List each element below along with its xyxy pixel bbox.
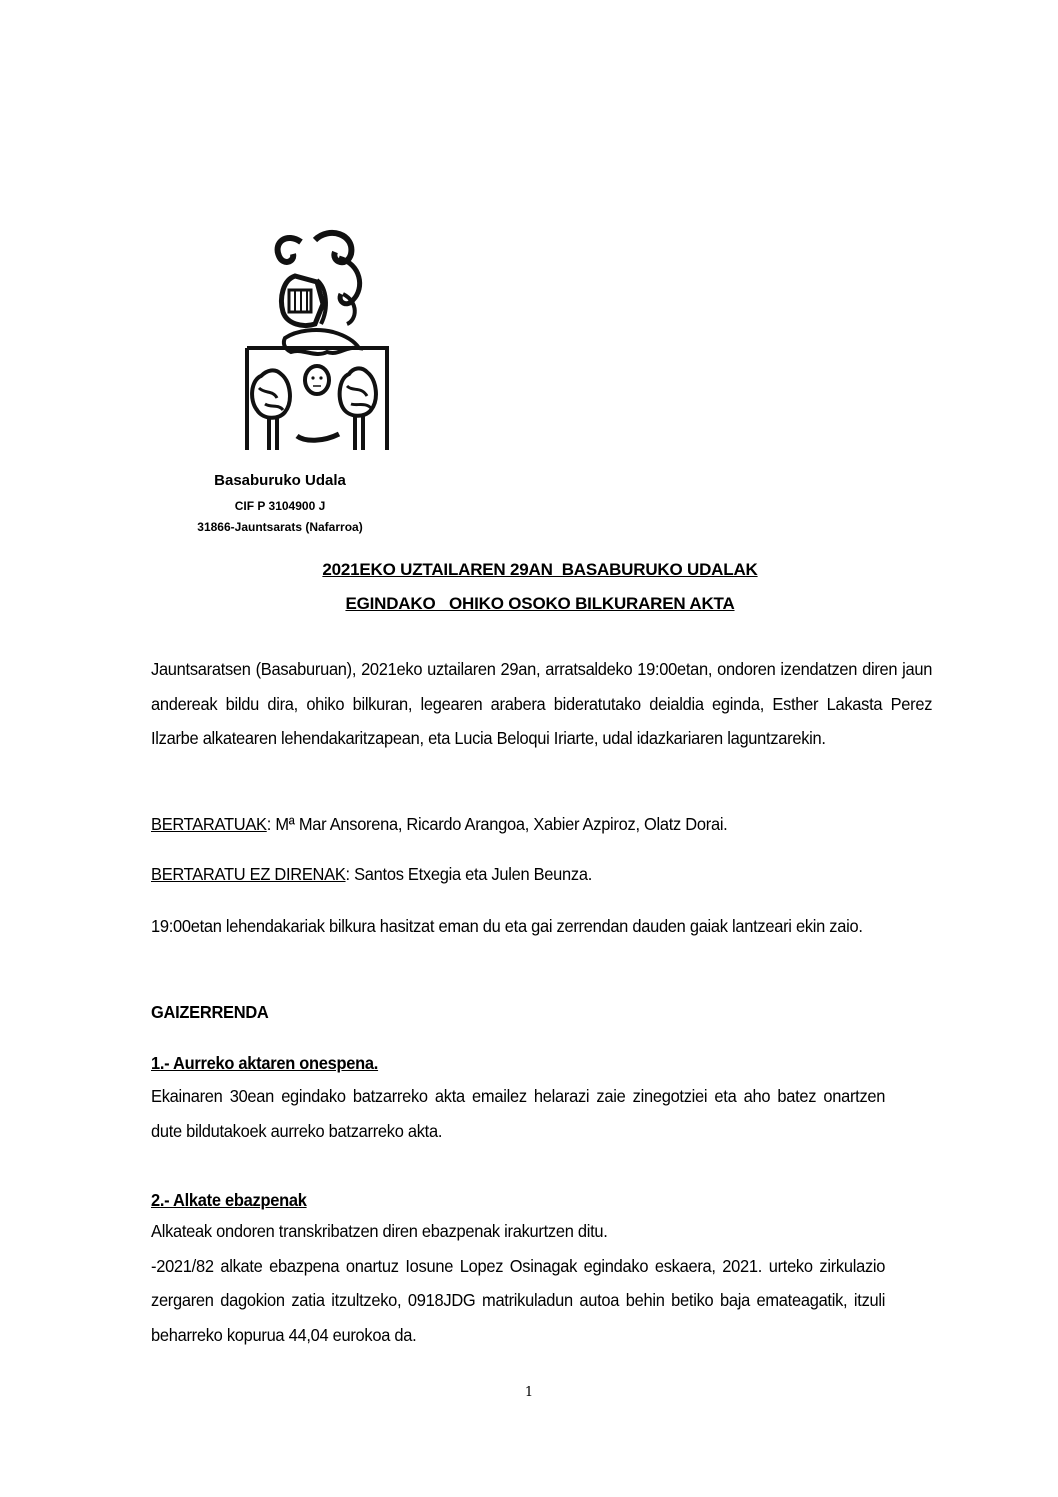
organization-name: Basaburuko Udala	[214, 472, 346, 489]
agenda-item-2-resolution: -2021/82 alkate ebazpena onartuz Iosune Lopez Osinagak egindako eskaera, 2021. urteko zirkulazio zergaren dagokion zatia itzultzeko, 0918JDG matrikuladun autoa behin betiko baja emateagatik, itzuli beharreko kopurua 44,04 eurokoa da.	[151, 1255, 886, 1345]
attendees-line	[151, 807, 932, 842]
opening-paragraph: 19:00etan lehendakariak bilkura hasitzat eman du eta gai zerrendan dauden gaiak lantzeari ekin zaio.	[151, 916, 863, 936]
document-title-line-1: 2021EKO UZTAILAREN 29AN BASABURUKO UDALAK	[322, 560, 758, 579]
attendees-label: BERTARATUAK	[151, 814, 267, 834]
agenda-item-2-paragraph: Alkateak ondoren transkribatzen diren ebazpenak irakurtzen ditu.	[151, 1221, 608, 1241]
agenda-item-1-paragraph: Ekainaren 30ean egindako batzarreko akta emailez helarazi zaie zinegotziei eta aho batez onartzen dute bildutakoek aurreko batzarreko akta.	[151, 1086, 886, 1141]
agenda-heading: GAIZERRENDA	[151, 1002, 269, 1022]
intro-paragraph: Jauntsaratsen (Basaburuan), 2021eko uztailaren 29an, arratsaldeko 19:00etan, ondoren izendatzen diren jaun andereak bildu dira, ohiko bilkuran, legearen arabera bideratutako deialdia eginda, Esther Lakasta Perez Ilzarbe alkatearen lehendakaritzapean, eta Lucia Beloqui Iriarte, udal idazkariaren laguntzarekin.	[151, 659, 933, 748]
absentees-list: : Santos Etxegia eta Julen Beunza.	[345, 864, 593, 884]
agenda-item-2-body	[151, 1214, 885, 1352]
coat-of-arms-icon	[243, 228, 391, 452]
document-title-line-2: EGINDAKO OHIKO OSOKO BILKURAREN AKTA	[345, 594, 735, 613]
agenda-item-1-heading: 1.- Aurreko aktaren onespena.	[151, 1053, 379, 1073]
absentees-line	[151, 857, 932, 892]
absentees-label: BERTARATU EZ DIRENAK	[151, 864, 346, 884]
page-number: 1	[524, 1385, 534, 1400]
agenda-item-2-heading: 2.- Alkate ebazpenak	[151, 1190, 307, 1210]
organization-cif: CIF P 3104900 J	[234, 499, 326, 513]
attendees-list: : Mª Mar Ansorena, Ricardo Arangoa, Xabier Azpiroz, Olatz Dorai.	[266, 814, 728, 834]
organization-address: 31866-Jauntsarats (Nafarroa)	[197, 520, 363, 534]
